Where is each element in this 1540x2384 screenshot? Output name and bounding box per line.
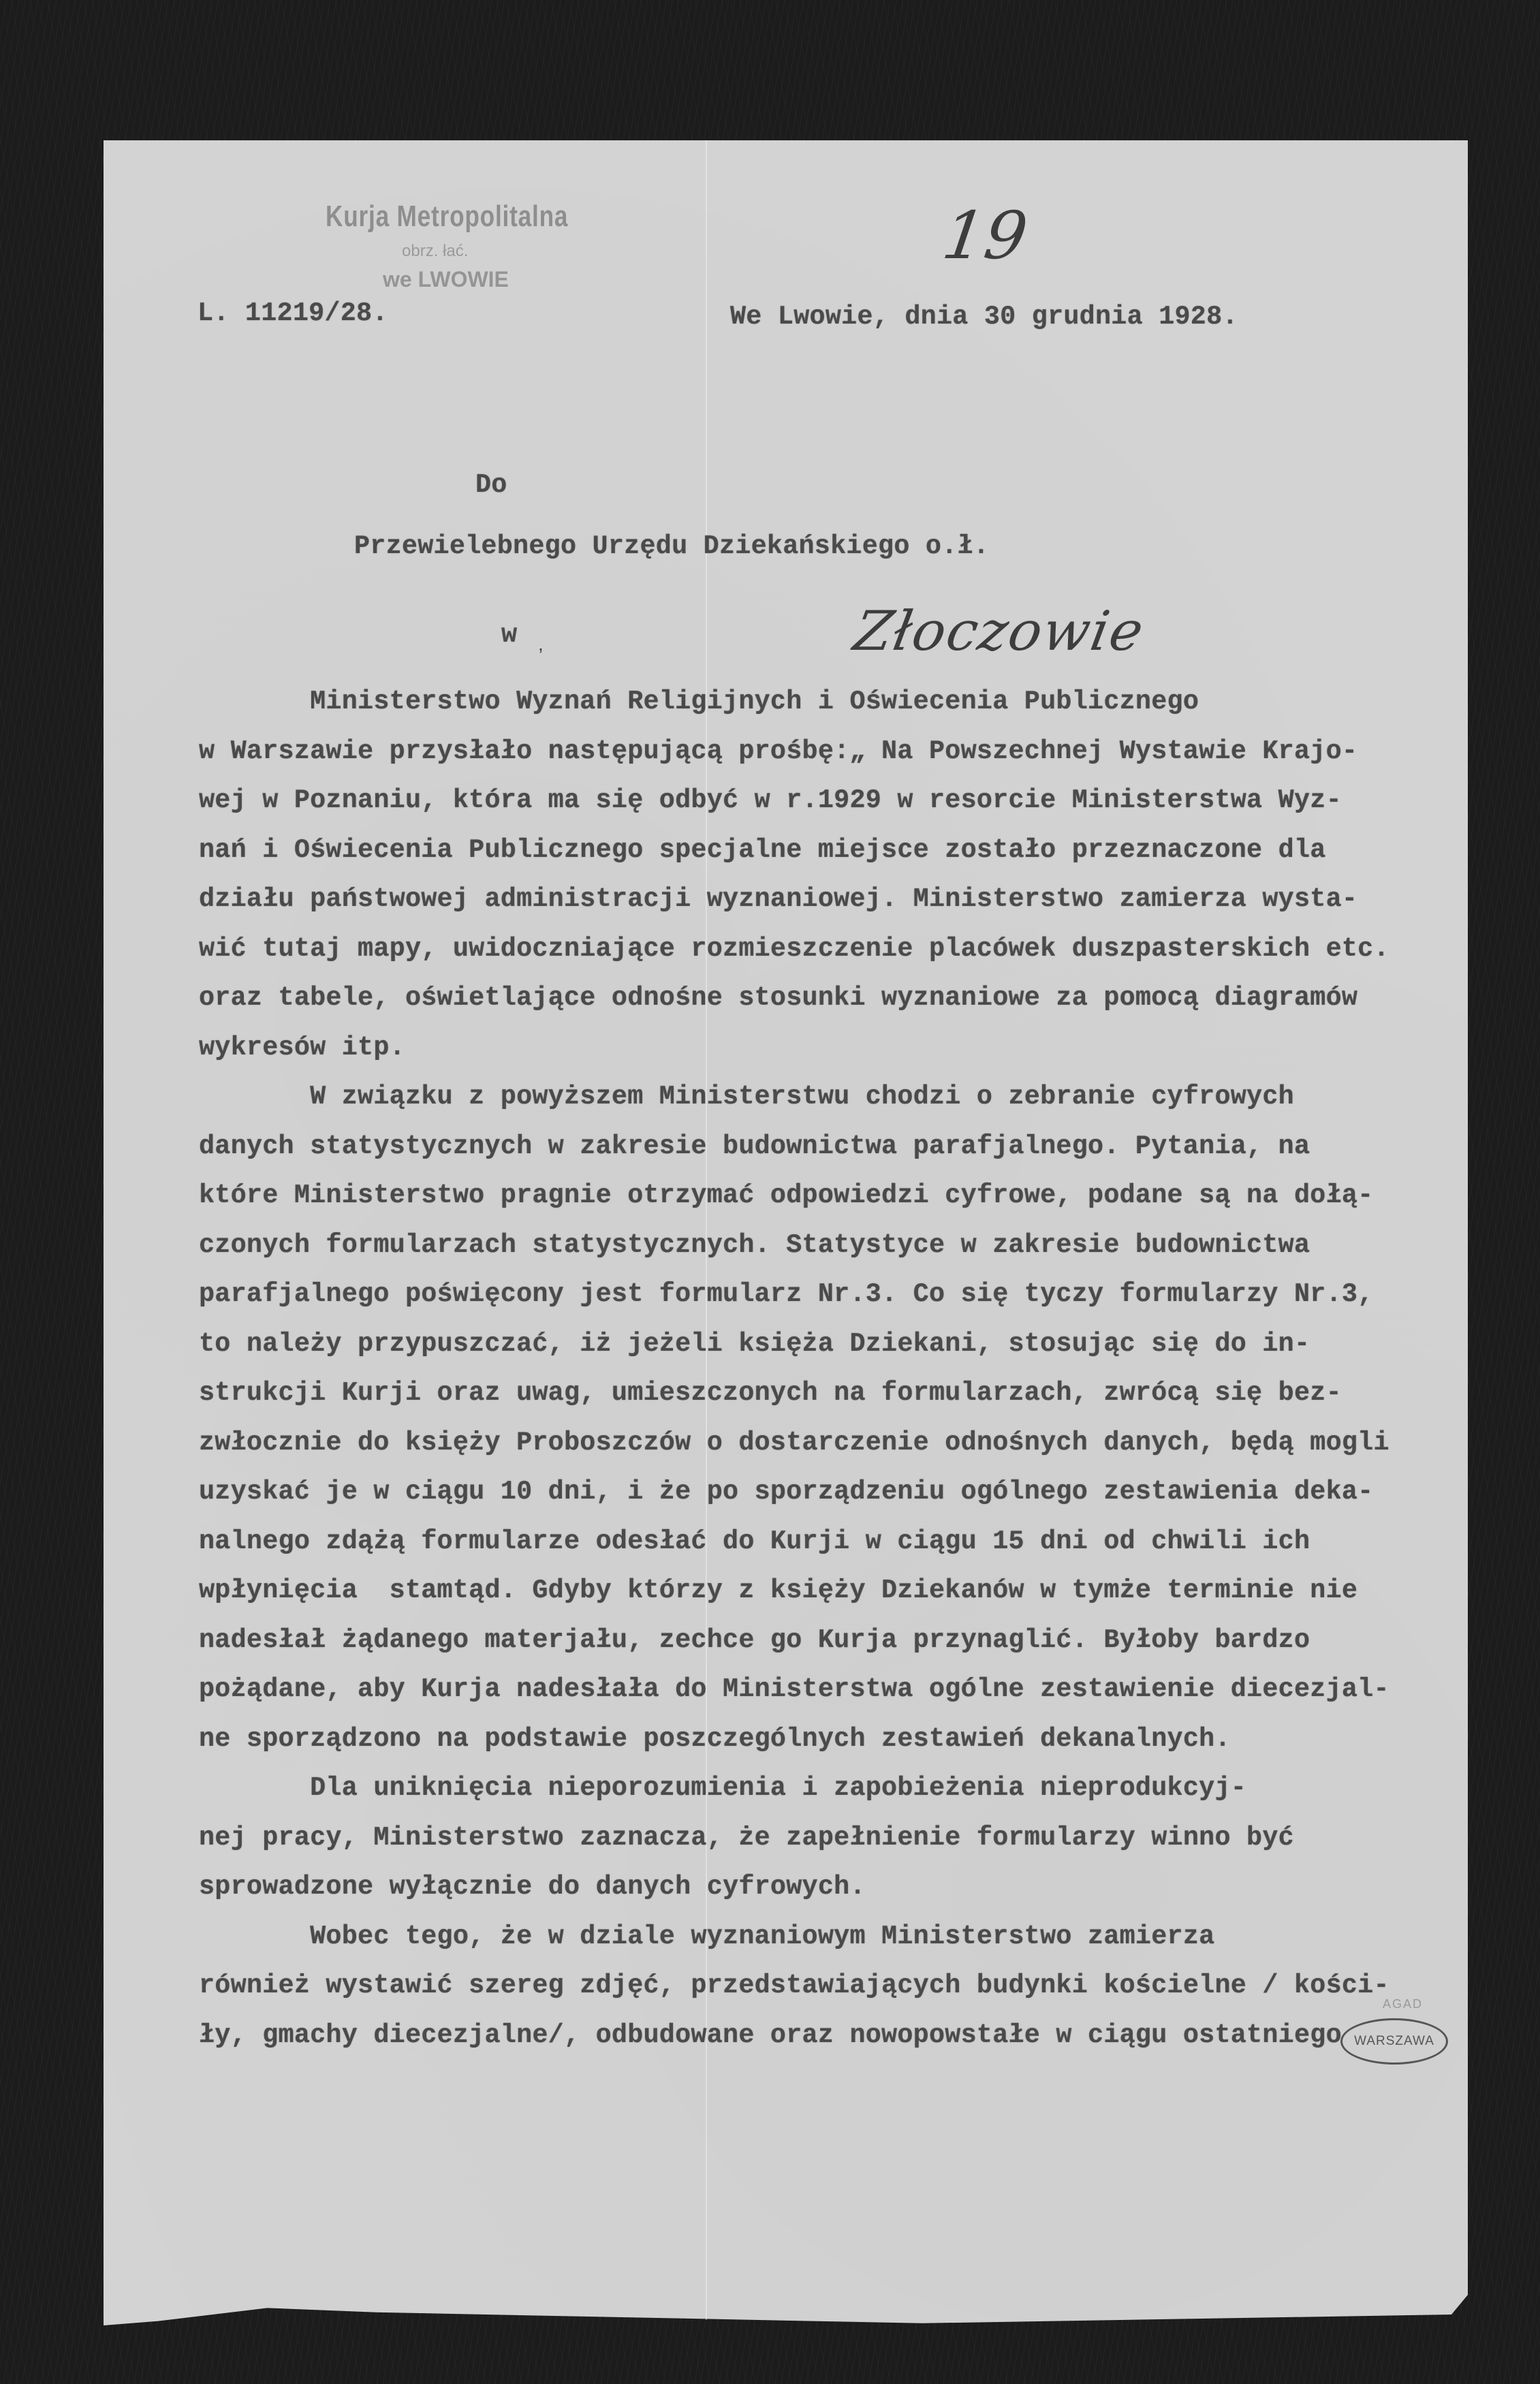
body-line: czonych formularzach statystycznych. Statystyce w zakresie budownictwa <box>199 1230 1310 1260</box>
body-line: również wystawić szereg zdjęć, przedstawiających budynki kościelne / kości- <box>199 1971 1389 2001</box>
body-line: ne sporządzono na podstawie poszczególnych zestawień dekanalnych. <box>199 1724 1231 1754</box>
body-line: Dla uniknięcia nieporozumienia i zapobieżenia nieprodukcyj- <box>199 1773 1247 1803</box>
body-line: nalnego zdążą formularze odesłać do Kurji w ciągu 15 dni od chwili ich <box>199 1526 1310 1556</box>
body-line: parafjalnego poświęcony jest formularz Nr.3. Co się tyczy formularzy Nr.3, <box>199 1279 1374 1309</box>
curia-stamp-line2: obrz. łać. <box>402 242 469 260</box>
curia-stamp-line3: we LWOWIE <box>383 267 509 292</box>
body-line: pożądane, aby Kurja nadesłała do Ministerstwa ogólne zestawienie diecezjal- <box>199 1674 1389 1704</box>
body-line: wykresów itp. <box>199 1033 405 1063</box>
archive-stamp-label: WARSZAWA <box>1354 2034 1434 2048</box>
folio-number: 19 <box>938 198 1033 274</box>
body-line: ły, gmachy diecezjalne/, odbudowane oraz nowopowstałe w ciągu ostatniego <box>199 2020 1342 2050</box>
reference-number: L. 11219/28. <box>198 298 388 328</box>
body-line: działu państwowej administracji wyznaniowej. Ministerstwo zamierza wysta- <box>199 884 1358 914</box>
ink-mark: , <box>538 633 544 655</box>
body-line: to należy przypuszczać, iż jeżeli księża Dziekani, stosując się do in- <box>199 1329 1310 1359</box>
body-line: zwłocznie do księży Proboszczów o dostarczenie odnośnych danych, będą mogli <box>199 1428 1389 1458</box>
archive-stamp-code: AGAD <box>1383 1997 1424 2011</box>
body-line: danych statystycznych w zakresie budownictwa parafjalnego. Pytania, na <box>199 1131 1310 1161</box>
body-line: uzyskać je w ciągu 10 dni, i że po sporządzeniu ogólnego zestawienia deka- <box>199 1477 1374 1507</box>
addressee-prefix: Do <box>475 470 507 500</box>
place-date: We Lwowie, dnia 30 grudnia 1928. <box>730 302 1238 332</box>
body-line: wić tutaj mapy, uwidoczniające rozmieszczenie placówek duszpasterskich etc. <box>199 934 1389 964</box>
body-line: wpłynięcia stamtąd. Gdyby którzy z księży Dziekanów w tymże terminie nie <box>199 1575 1358 1605</box>
curia-stamp-line1: Kurja Metropolitalna <box>326 200 569 233</box>
body-line: w Warszawie przysłało następującą prośbę:„ Na Powszechnej Wystawie Krajo- <box>199 736 1358 766</box>
body-line: Wobec tego, że w dziale wyznaniowym Ministerstwo zamierza <box>199 1922 1215 1951</box>
addressee-name: Przewielebnego Urzędu Dziekańskiego o.ł. <box>354 531 990 561</box>
body-line: wej w Poznaniu, która ma się odbyć w r.1929 w resorcie Ministerstwa Wyz- <box>199 785 1342 815</box>
body-line: nań i Oświecenia Publicznego specjalne miejsce zostało przeznaczone dla <box>199 835 1326 865</box>
body-line: strukcji Kurji oraz uwag, umieszczonych na formularzach, zwrócą się bez- <box>199 1378 1342 1408</box>
body-line: sprowadzone wyłącznie do danych cyfrowych. <box>199 1872 866 1902</box>
body-line: oraz tabele, oświetlające odnośne stosunki wyznaniowe za pomocą diagramów <box>199 983 1358 1013</box>
addressee-place-handwritten: Złoczowie <box>849 599 1150 663</box>
body-line: nadesłał żądanego materjału, zechce go Kurja przynaglić. Byłoby bardzo <box>199 1625 1310 1655</box>
addressee-in: w <box>501 620 518 650</box>
body-line: nej pracy, Ministerstwo zaznacza, że zapełnienie formularzy winno być <box>199 1823 1294 1853</box>
body-line: które Ministerstwo pragnie otrzymać odpowiedzi cyfrowe, podane są na dołą- <box>199 1180 1374 1210</box>
body-line: Ministerstwo Wyznań Religijnych i Oświecenia Publicznego <box>199 687 1199 717</box>
body-line: W związku z powyższem Ministerstwu chodzi o zebranie cyfrowych <box>199 1082 1294 1112</box>
archive-stamp <box>1340 2018 1448 2065</box>
